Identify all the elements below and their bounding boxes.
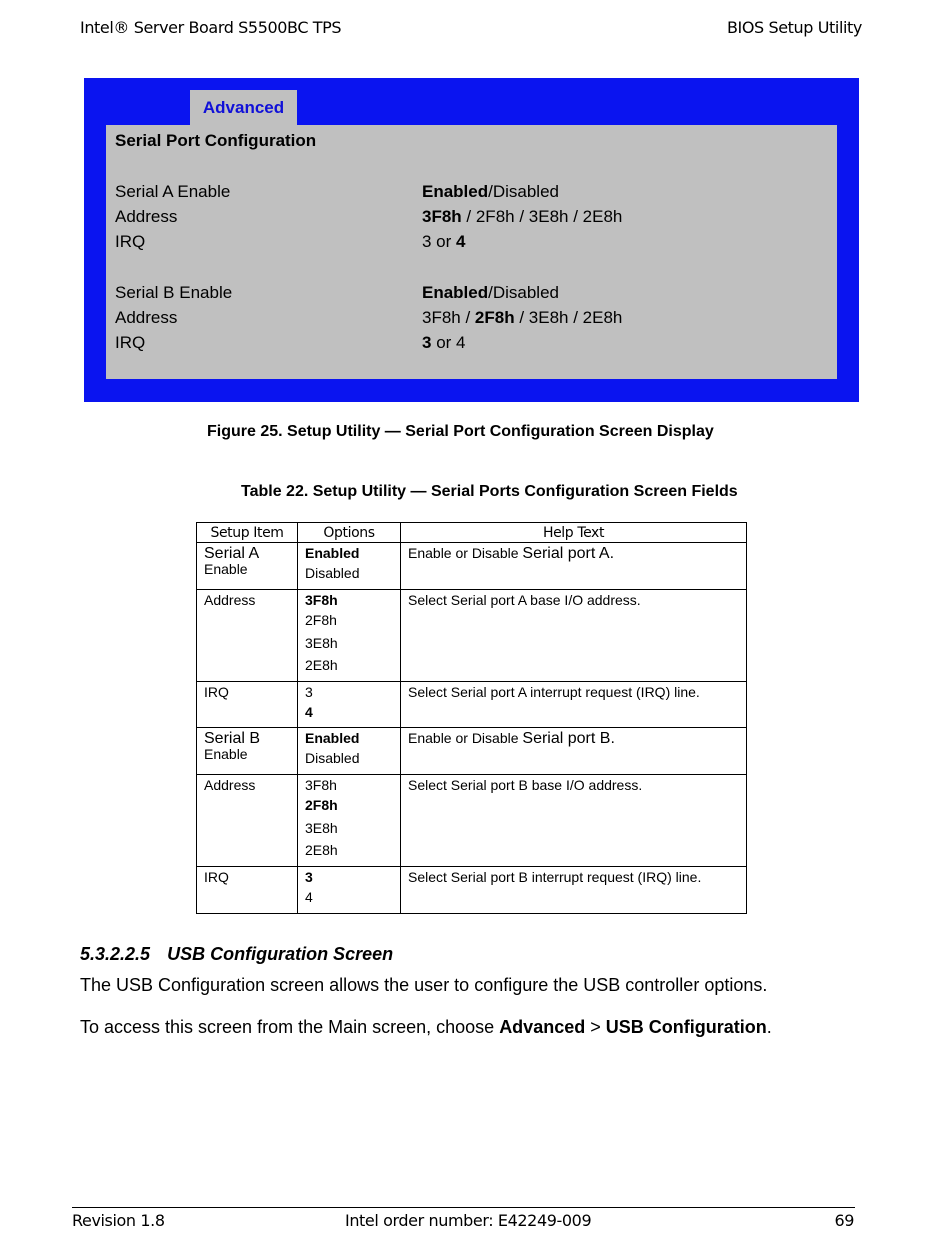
option-text: 2E8h [305, 657, 338, 673]
setup-item-name: Address [204, 777, 256, 793]
paragraph-text-part: USB Configuration [605, 1017, 767, 1037]
cell-setup-item [197, 728, 298, 775]
cell-setup-item [197, 590, 298, 682]
bios-setting-label: IRQ [115, 333, 146, 352]
option-value [305, 730, 393, 747]
bios-tab-advanced: Advanced [190, 90, 297, 126]
help-text-part: Enable or Disable [408, 730, 523, 746]
bios-setting-row [115, 232, 815, 256]
bios-value-part: Enabled [422, 182, 489, 201]
option-text: Disabled [305, 565, 360, 581]
bios-value-part: 2F8h [474, 308, 515, 327]
cell-help-text [401, 728, 747, 775]
cell-setup-item [197, 682, 298, 728]
bios-setting-value [422, 182, 559, 202]
header-doc-title: Intel® Server Board S5500BC TPS [80, 18, 342, 37]
bios-panel [106, 125, 837, 379]
cell-options [298, 728, 401, 775]
bios-screen-title: Serial Port Configuration [115, 131, 317, 150]
bios-setting-value [422, 308, 622, 328]
section-title: USB Configuration Screen [167, 944, 394, 964]
cell-help-text [401, 590, 747, 682]
cell-setup-item [197, 775, 298, 867]
option-text: 3F8h [305, 592, 338, 608]
bios-value-part: 3 or [422, 232, 457, 251]
table-row [197, 543, 747, 590]
option-text: 4 [305, 889, 313, 905]
setup-item-name-sub: Enable [204, 746, 248, 762]
footer-rule [72, 1207, 855, 1208]
help-text: Select Serial port B base I/O address. [408, 777, 643, 793]
cell-setup-item [197, 867, 298, 914]
option-value [305, 654, 393, 677]
option-value [305, 886, 393, 909]
option-value [305, 592, 393, 609]
table-row [197, 775, 747, 867]
bios-setting-row [115, 283, 815, 307]
section-number: 5.3.2.2.5 [80, 944, 151, 964]
bios-value-part: /Disabled [488, 182, 559, 201]
footer-revision: Revision 1.8 [72, 1211, 165, 1230]
option-value [305, 817, 393, 840]
help-text: Select Serial port A base I/O address. [408, 592, 641, 608]
bios-value-part: 3F8h [422, 207, 462, 226]
col-header-options: Options [298, 523, 401, 543]
col-header-help-text: Help Text [401, 523, 747, 543]
option-text: 4 [305, 704, 313, 720]
bios-setting-row [115, 333, 815, 357]
option-value [305, 609, 393, 632]
bios-setting-label: Serial B Enable [115, 283, 233, 302]
section-paragraph-1: The USB Configuration screen allows the user to configure the USB controller options. [80, 975, 768, 995]
option-text: 3E8h [305, 634, 338, 651]
cell-setup-item [197, 543, 298, 590]
bios-value-part: 3F8h / [422, 308, 475, 327]
bios-value-part: / 3E8h / 2E8h [514, 308, 623, 327]
option-text: 3F8h [305, 777, 337, 793]
setup-item-name-sub: Enable [204, 561, 248, 577]
table-caption: Table 22. Setup Utility — Serial Ports Configuration Screen Fields [241, 483, 738, 500]
bios-setting-value [422, 333, 466, 353]
cell-options [298, 590, 401, 682]
help-text-part: Serial port B. [522, 730, 615, 747]
option-text: Enabled [305, 730, 360, 746]
option-value [305, 562, 393, 585]
option-value [305, 632, 393, 655]
bios-setting-row [115, 182, 815, 206]
cell-help-text [401, 867, 747, 914]
bios-setting-label: IRQ [115, 232, 146, 251]
section-heading [80, 944, 393, 965]
setup-item-name: Address [204, 592, 256, 608]
option-text: 2E8h [305, 842, 338, 858]
help-text: Select Serial port B interrupt request (IRQ) line. [408, 869, 702, 885]
option-text: Enabled [305, 545, 360, 561]
cell-help-text [401, 543, 747, 590]
cell-options [298, 867, 401, 914]
help-text: Select Serial port A interrupt request (IRQ) line. [408, 684, 700, 700]
paragraph-text-part: To access this screen from the Main screen, choose [80, 1017, 500, 1037]
bios-value-part: 4 [456, 232, 466, 251]
table-row [197, 590, 747, 682]
paragraph-text-part: Advanced [499, 1017, 586, 1037]
setup-item-name: Serial A [204, 545, 260, 562]
bios-setting-value [422, 232, 466, 252]
bios-setting-value [422, 283, 559, 303]
col-header-setup-item: Setup Item [197, 523, 298, 543]
bios-setting-row [115, 308, 815, 332]
footer-order-number: Intel order number: E42249-009 [345, 1211, 592, 1230]
table-row [197, 728, 747, 775]
option-text: 2F8h [305, 612, 337, 628]
bios-screen-figure [84, 78, 859, 402]
setup-item-name: IRQ [204, 684, 229, 700]
bios-setting-row [115, 207, 815, 231]
option-value [305, 545, 393, 562]
setup-item-name: IRQ [204, 869, 229, 885]
cell-options [298, 682, 401, 728]
option-text: 3 [305, 684, 313, 700]
bios-setting-label: Address [115, 207, 178, 226]
help-text-part: Enable or Disable [408, 545, 523, 561]
footer-page-number: 69 [834, 1211, 854, 1230]
cell-help-text [401, 775, 747, 867]
option-value [305, 684, 393, 701]
paragraph-text-part: > [585, 1017, 606, 1037]
setup-item-name: Serial B [204, 730, 261, 747]
bios-value-part: / 2F8h / 3E8h / 2E8h [461, 207, 623, 226]
option-text: 3 [305, 869, 313, 885]
section-paragraph-2 [80, 1017, 772, 1038]
table-row [197, 867, 747, 914]
cell-help-text [401, 682, 747, 728]
serial-fields-table [196, 522, 747, 914]
bios-setting-label: Address [115, 308, 178, 327]
option-value [305, 747, 393, 770]
bios-value-part: Enabled [422, 283, 489, 302]
cell-options [298, 775, 401, 867]
option-value [305, 839, 393, 862]
header-section-title: BIOS Setup Utility [726, 18, 862, 37]
option-value [305, 701, 393, 724]
option-text: 3E8h [305, 819, 338, 836]
option-value [305, 794, 393, 817]
bios-setting-label: Serial A Enable [115, 182, 231, 201]
option-value [305, 869, 393, 886]
option-value [305, 777, 393, 794]
option-text: Disabled [305, 750, 360, 766]
cell-options [298, 543, 401, 590]
bios-setting-value [422, 207, 622, 227]
bios-value-part: /Disabled [488, 283, 559, 302]
help-text-part: Serial port A. [522, 545, 615, 562]
paragraph-text-part: . [766, 1017, 772, 1037]
table-row [197, 682, 747, 728]
bios-value-part: 3 [422, 333, 432, 352]
option-text: 2F8h [305, 797, 338, 813]
figure-caption: Figure 25. Setup Utility — Serial Port Configuration Screen Display [207, 423, 714, 440]
bios-value-part: or 4 [431, 333, 466, 352]
